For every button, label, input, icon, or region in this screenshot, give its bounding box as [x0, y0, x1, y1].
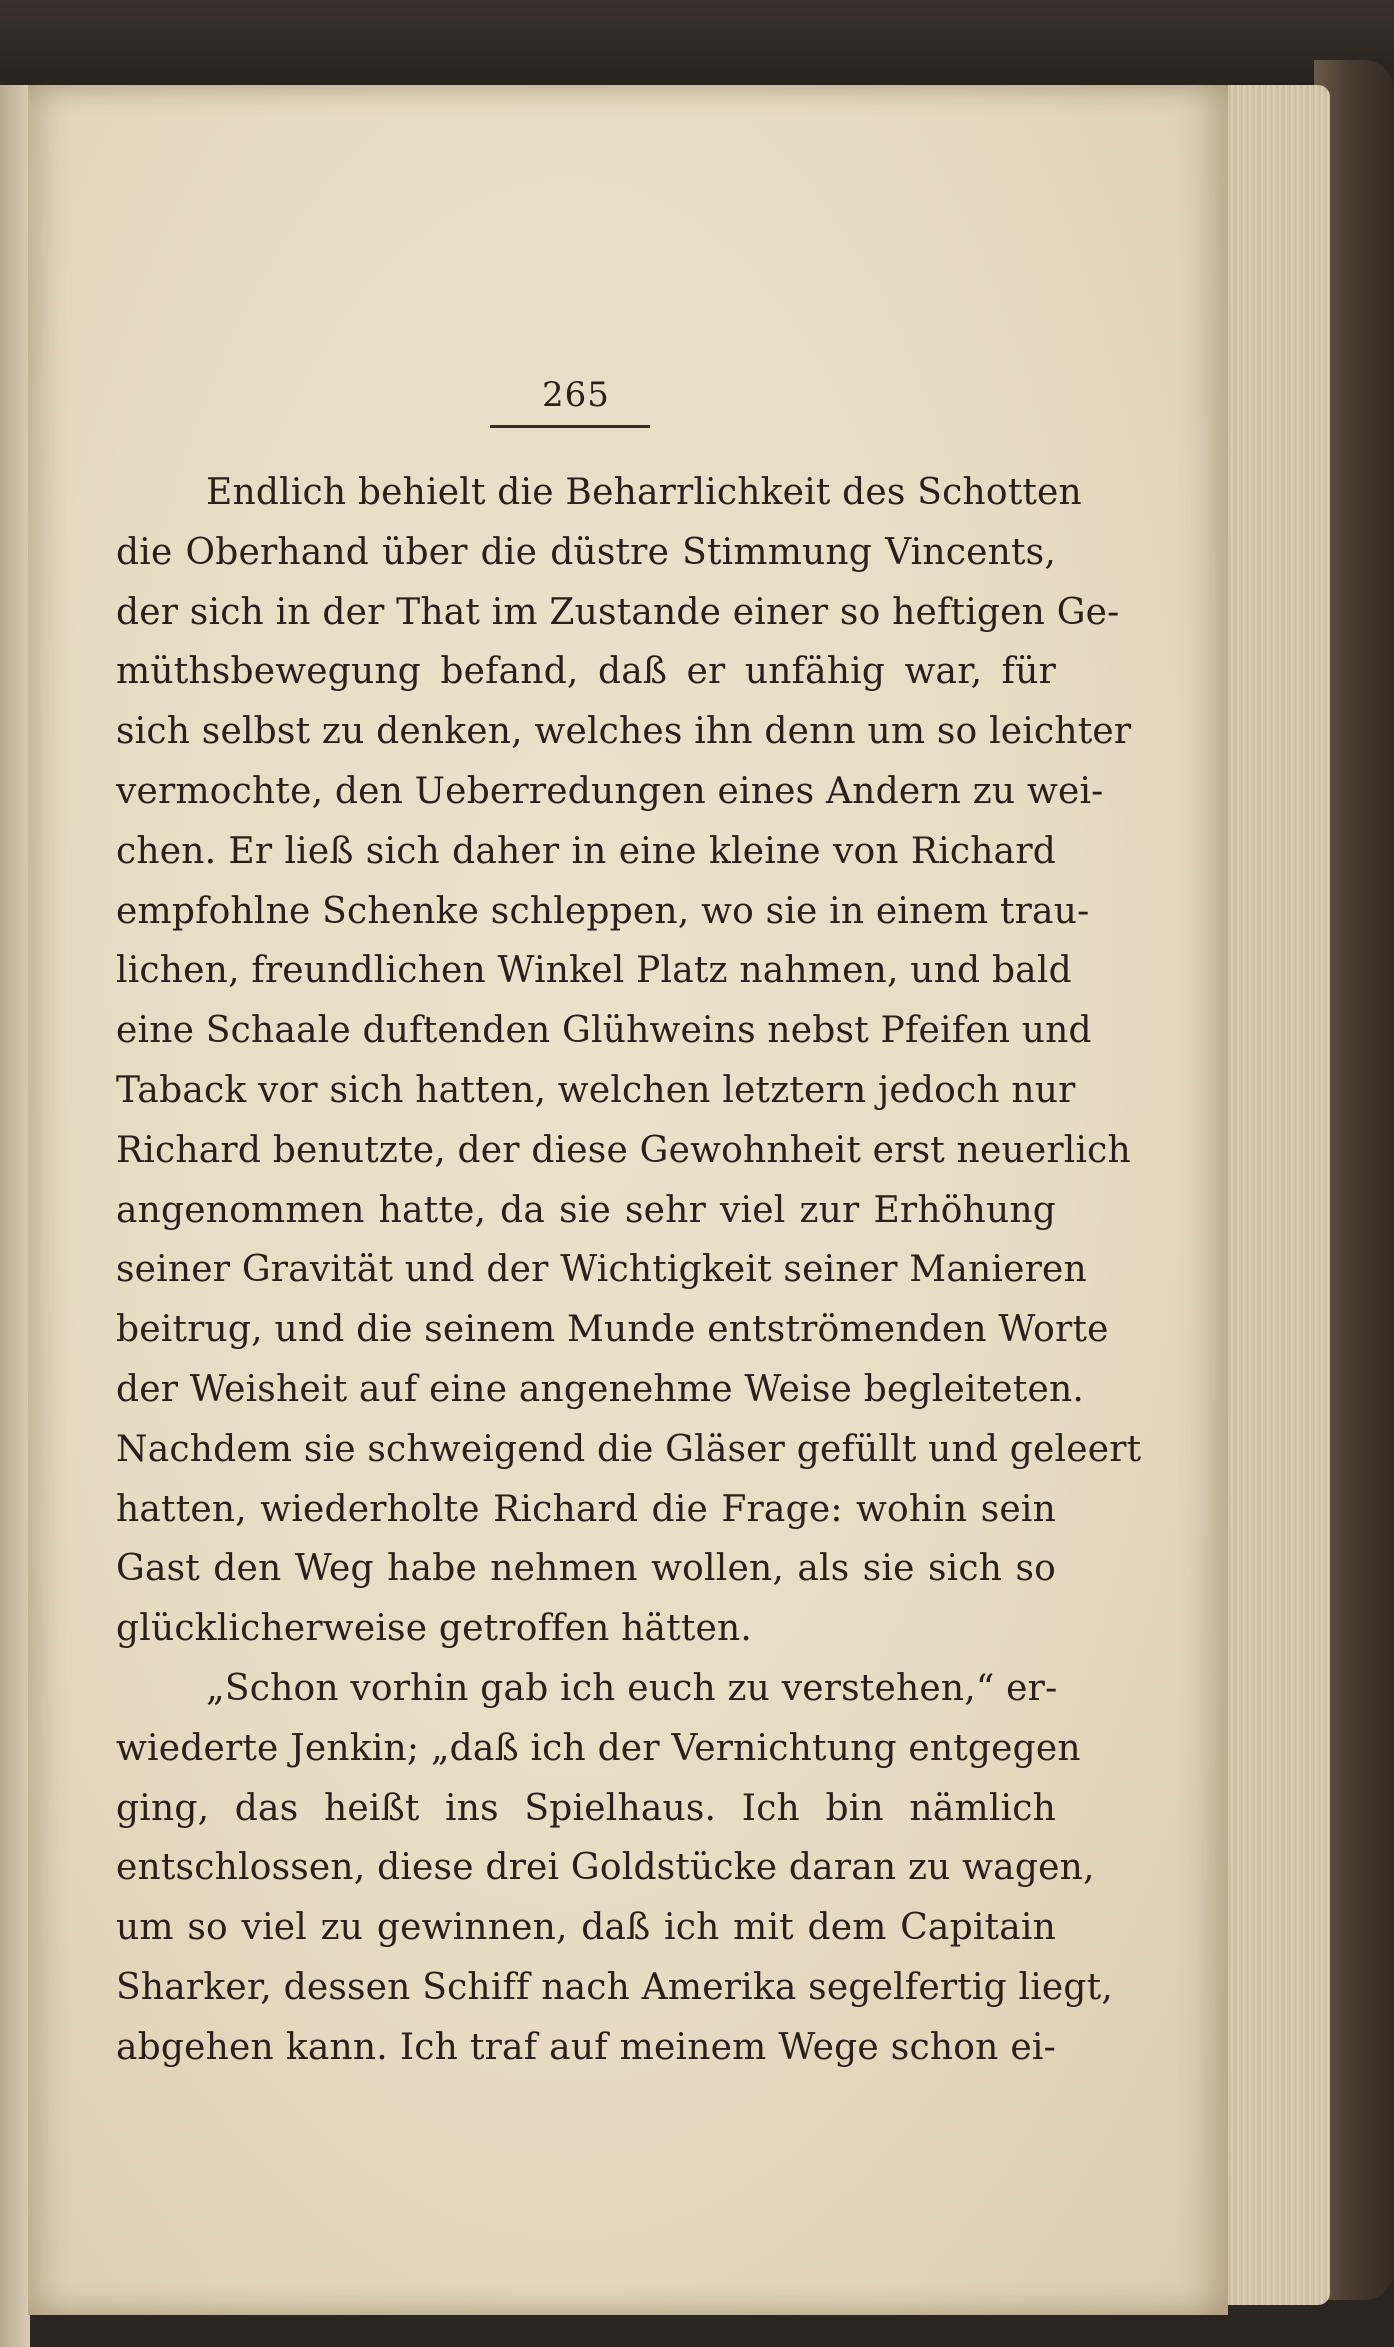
text-line: eine Schaale duftenden Glühweins nebst Pfeifen und: [116, 1010, 1092, 1052]
text-line: hatten, wiederholte Richard die Frage: wohin sein: [116, 1488, 1056, 1530]
page-stack-edges: [1210, 85, 1330, 2305]
text-line: der sich in der That im Zustande einer so heftigen Ge-: [116, 591, 1120, 633]
text-line: beitrug, und die seinem Munde entströmenden Worte: [116, 1309, 1109, 1351]
text-line: ging, das heißt ins Spielhaus. Ich bin nämlich: [116, 1787, 1056, 1829]
page-number-rule: [490, 425, 650, 428]
text-line: müthsbewegung befand, daß er unfähig war, für: [116, 651, 1056, 693]
text-line: empfohlne Schenke schleppen, wo sie in einem trau-: [116, 890, 1090, 932]
text-line: vermochte, den Ueberredungen eines Andern zu wei-: [116, 770, 1104, 812]
text-line: chen. Er ließ sich daher in eine kleine von Richard: [116, 830, 1056, 872]
text-line: der Weisheit auf eine angenehme Weise begleiteten.: [116, 1368, 1085, 1410]
text-line: lichen, freundlichen Winkel Platz nahmen, und bald: [116, 950, 1072, 992]
text-line: Gast den Weg habe nehmen wollen, als sie sich so: [116, 1548, 1056, 1590]
text-line: Nachdem sie schweigend die Gläser gefüllt und geleert: [116, 1428, 1142, 1470]
book-cover-top: [0, 0, 1394, 90]
text-line: wiederte Jenkin; „daß ich der Vernichtung entgegen: [116, 1727, 1081, 1769]
book-page: [28, 85, 1228, 2315]
text-line: glücklicherweise getroffen hätten.: [116, 1608, 753, 1650]
text-line: um so viel zu gewinnen, daß ich mit dem Capitain: [116, 1907, 1056, 1949]
text-line: abgehen kann. Ich traf auf meinem Wege schon ei-: [116, 2026, 1056, 2068]
text-line: Sharker, dessen Schiff nach Amerika segelfertig liegt,: [116, 1966, 1113, 2008]
text-line: angenommen hatte, da sie sehr viel zur Erhöhung: [116, 1189, 1056, 1231]
text-body: [116, 463, 1142, 2078]
page-number: 265: [542, 375, 610, 415]
text-line: Endlich behielt die Beharrlichkeit des Schotten: [206, 472, 1082, 513]
text-line: Taback vor sich hatten, welchen letztern jedoch nur: [116, 1069, 1076, 1111]
text-line: sich selbst zu denken, welches ihn denn um so leichter: [116, 711, 1132, 753]
text-line: seiner Gravität und der Wichtigkeit seiner Manieren: [116, 1249, 1087, 1291]
text-line: „Schon vorhin gab ich euch zu verstehen,“ er-: [206, 1667, 1058, 1709]
text-line: entschlossen, diese drei Goldstücke daran zu wagen,: [116, 1847, 1095, 1889]
text-line: Richard benutzte, der diese Gewohnheit erst neuerlich: [116, 1129, 1131, 1171]
text-line: die Oberhand über die düstre Stimmung Vincents,: [116, 531, 1056, 573]
facing-page-edge: [0, 85, 30, 2347]
